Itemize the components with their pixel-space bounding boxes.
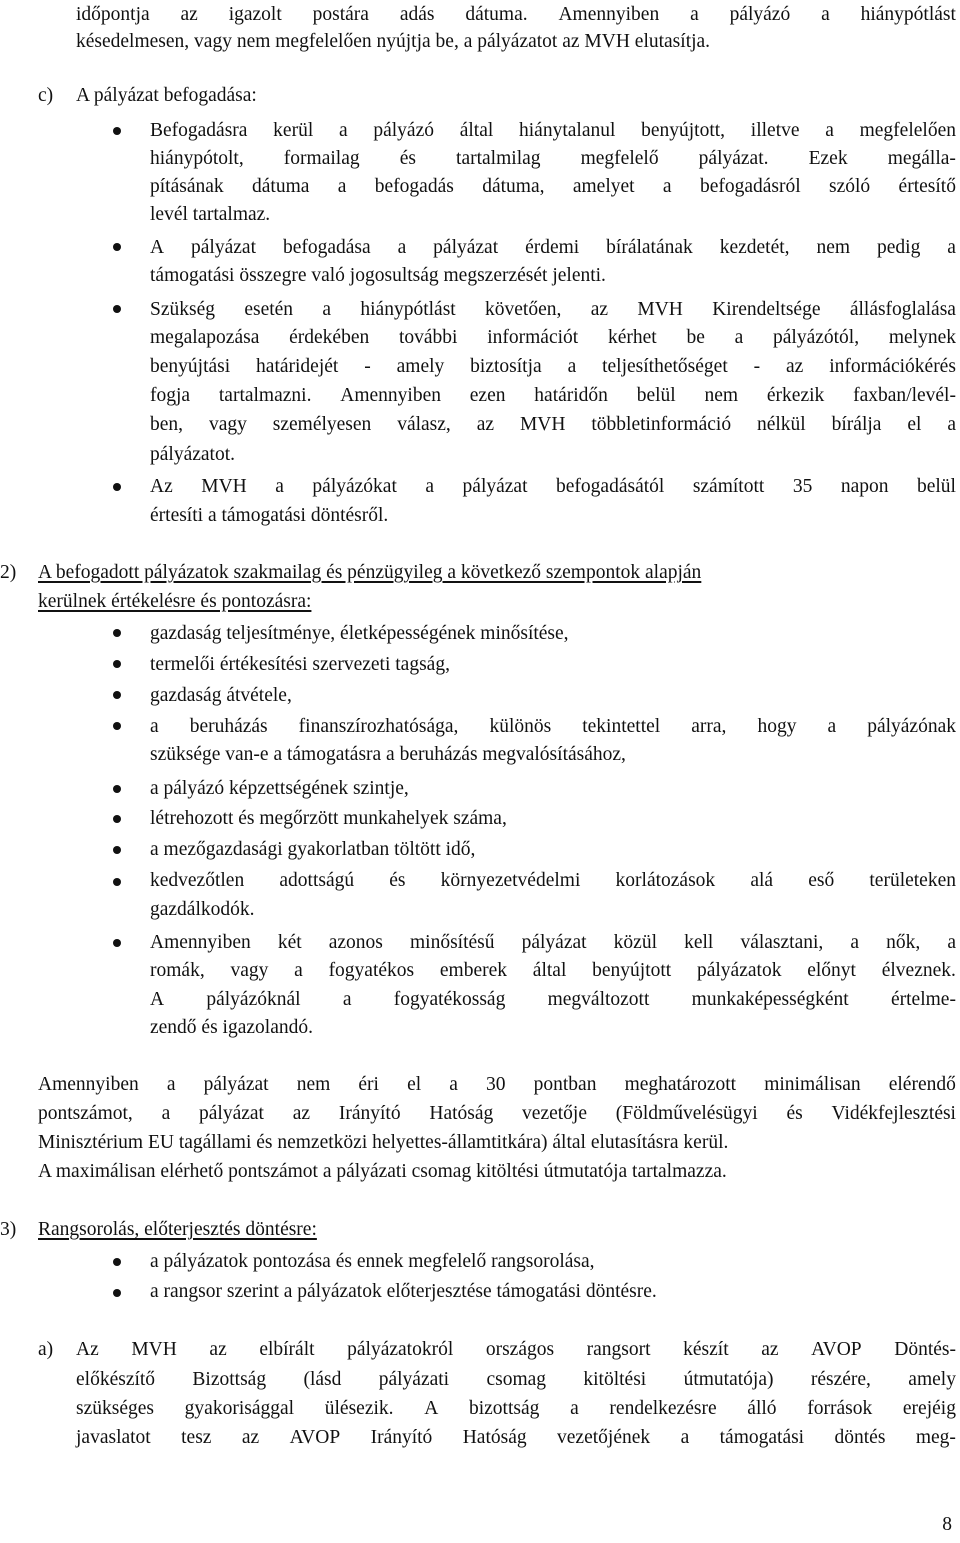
section-2-criterion: kedvezőtlen adottságú és környezetvédelmi korlátozások alá eső területeken <box>150 870 956 891</box>
bullet-icon <box>113 483 121 491</box>
section-2-paragraph-line: Minisztérium EU tagállami és nemzetközi helyettes-államtitkára) által elutasításra kerül. <box>38 1132 729 1153</box>
section-c-marker: c) <box>38 85 54 106</box>
section-2-criterion: zendő és igazolandó. <box>150 1017 313 1038</box>
bullet-icon <box>113 691 121 699</box>
section-2-heading: A befogadott pályázatok szakmailag és pénzügyileg a következő szempontok alapján <box>38 562 702 583</box>
section-2-criterion: a beruházás finanszírozhatósága, különös tekintettel arra, hogy a pályázónak <box>150 716 956 737</box>
section-a-line: javaslatot tesz az AVOP Irányító Hatóság vezetőjének a támogatási döntés meg- <box>76 1427 956 1448</box>
section-2-paragraph-line: A maximálisan elérhető pontszámot a pályázati csomag kitöltési útmutatója tartalmazza. <box>38 1161 727 1182</box>
section-a-marker: a) <box>38 1339 54 1360</box>
section-2-marker: 2) <box>0 562 17 583</box>
bullet-icon <box>113 1258 121 1266</box>
section-2-criterion: szüksége van-e a támogatásra a beruházás megvalósításához, <box>150 744 626 765</box>
section-3-item: a pályázatok pontozása és ennek megfelelő rangsorolása, <box>150 1251 595 1272</box>
section-a-line: Az MVH az elbírált pályázatokról országos rangsort készít az AVOP Döntés- <box>76 1339 956 1360</box>
section-3-marker: 3) <box>0 1219 17 1240</box>
bullet-icon <box>113 243 121 251</box>
section-3-item: a rangsor szerint a pályázatok előterjesztése támogatási döntésre. <box>150 1281 657 1302</box>
section-c-bullet-3-line: Szükség esetén a hiánypótlást követően, az MVH Kirendeltsége állásfoglalása <box>150 299 956 320</box>
section-c-title: A pályázat befogadása: <box>76 85 257 106</box>
section-2-criterion: romák, vagy a fogyatékos emberek által benyújtott pályázatok előnyt élveznek. <box>150 960 956 981</box>
section-c-bullet-2-line: támogatási összegre való jogosultság megszerzését jelenti. <box>150 265 606 286</box>
bullet-icon <box>113 722 121 730</box>
section-c-bullet-3-line: pályázatot. <box>150 444 235 465</box>
bullet-icon <box>113 660 121 668</box>
intro-line: késedelmesen, vagy nem megfelelően nyújtja be, a pályázatot az MVH elutasítja. <box>76 31 711 52</box>
bullet-icon <box>113 939 121 947</box>
page-number: 8 <box>942 1514 952 1535</box>
section-2-criterion: létrehozott és megőrzött munkahelyek száma, <box>150 808 507 829</box>
section-2-criterion: A pályázóknál a fogyatékosság megváltozott munkaképességként értelme- <box>150 989 956 1010</box>
section-c-bullet-1-line: hiánypótolt, formailag és tartalmilag megfelelő pályázat. Ezek megálla- <box>150 148 956 169</box>
section-c-bullet-1-line: levél tartalmaz. <box>150 204 271 225</box>
section-2-criterion: gazdaság átvétele, <box>150 685 292 706</box>
bullet-icon <box>113 846 121 854</box>
section-2-criterion: gazdaság teljesítménye, életképességének minősítése, <box>150 623 569 644</box>
bullet-icon <box>113 305 121 313</box>
section-2-criterion: gazdálkodók. <box>150 899 255 920</box>
section-c-bullet-3-line: megalapozása érdekében további információt kérhet be a pályázótól, melynek <box>150 327 956 348</box>
section-2-criterion: termelői értékesítési szervezeti tagság, <box>150 654 450 675</box>
section-2-criterion: a mezőgazdasági gyakorlatban töltött idő, <box>150 839 476 860</box>
bullet-icon <box>113 1289 121 1297</box>
section-c-bullet-3-line: fogja tartalmazni. Amennyiben ezen határidőn belül nem érkezik faxban/levél- <box>150 385 956 406</box>
section-2-paragraph-line: Amennyiben a pályázat nem éri el a 30 pontban meghatározott minimálisan elérendő <box>38 1074 956 1095</box>
section-2-heading: kerülnek értékelésre és pontozásra: <box>38 591 312 612</box>
section-2-criterion: a pályázó képzettségének szintje, <box>150 778 409 799</box>
section-2-paragraph-line: pontszámot, a pályázat az Irányító Hatóság vezetője (Földművelésügyi és Vidékfejlesztési <box>38 1103 956 1124</box>
section-c-bullet-4-line: Az MVH a pályázókat a pályázat befogadásától számított 35 napon belül <box>150 476 956 497</box>
bullet-icon <box>113 878 121 886</box>
section-2-criterion: Amennyiben két azonos minősítésű pályázat közül kell választani, a nők, a <box>150 932 956 953</box>
section-c-bullet-1-line: Befogadásra kerül a pályázó által hiánytalanul benyújtott, illetve a megfelelően <box>150 120 956 141</box>
section-c-bullet-4-line: értesíti a támogatási döntésről. <box>150 505 389 526</box>
section-a-line: előkészítő Bizottság (lásd pályázati csomag kitöltési útmutatója) részére, amely <box>76 1369 956 1390</box>
section-a-line: szükséges gyakorisággal ülésezik. A bizottság a rendelkezésre álló források erejéig <box>76 1398 956 1419</box>
section-c-bullet-1-line: pításának dátuma a befogadás dátuma, amelyet a befogadásról szóló értesítő <box>150 176 956 197</box>
intro-line: időpontja az igazolt postára adás dátuma. Amennyiben a pályázó a hiánypótlást <box>76 4 956 25</box>
bullet-icon <box>113 629 121 637</box>
bullet-icon <box>113 127 121 135</box>
bullet-icon <box>113 785 121 793</box>
section-c-bullet-2-line: A pályázat befogadása a pályázat érdemi bírálatának kezdetét, nem pedig a <box>150 237 956 258</box>
section-c-bullet-3-line: benyújtási határidejét - amely biztosítja a teljesíthetőséget - az információkérés <box>150 356 956 377</box>
bullet-icon <box>113 815 121 823</box>
section-c-bullet-3-line: ben, vagy személyesen válasz, az MVH többletinformáció nélkül bírálja el a <box>150 414 956 435</box>
section-3-heading: Rangsorolás, előterjesztés döntésre: <box>38 1219 317 1240</box>
